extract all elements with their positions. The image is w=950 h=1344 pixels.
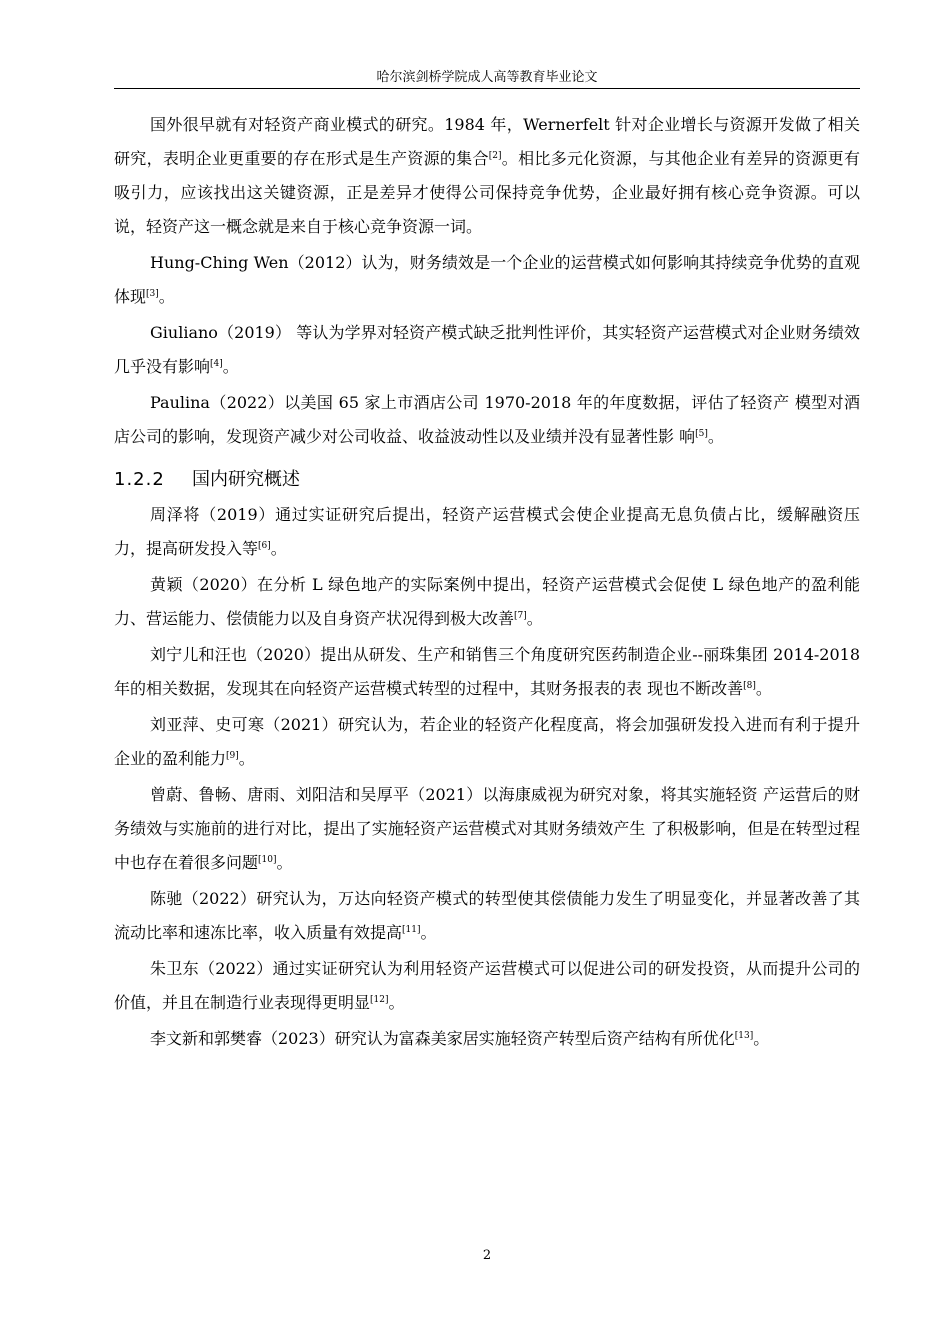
paragraph-tail: 。 — [526, 609, 543, 628]
paragraph-tail: 。 — [238, 749, 255, 768]
citation-ref: [6] — [258, 541, 271, 551]
paragraph-text: 刘宁儿和汪也（2020）提出从研发、生产和销售三个角度研究医药制造企业--丽珠集团 2014-2018 年的相关数据，发现其在向轻资产运营模式转型的过程中，其财务报表的表 现也不断改善 — [114, 645, 860, 698]
paragraph-domestic-2 — [114, 568, 860, 638]
page-number: 2 — [482, 1248, 492, 1263]
citation-ref: [8] — [743, 681, 756, 691]
section-title: 国内研究概述 — [192, 469, 300, 490]
paragraph-tail: 。 — [388, 993, 405, 1012]
paragraph-foreign-1 — [114, 108, 860, 246]
citation-ref: [3] — [146, 289, 159, 299]
citation-ref: [11] — [402, 925, 421, 935]
paragraph-tail: 。 — [753, 1029, 770, 1048]
paragraph-domestic-7 — [114, 952, 860, 1022]
paragraph-text: 曾蔚、鲁畅、唐雨、刘阳洁和吴厚平（2021）以海康威视为研究对象，将其实施轻资 产运营后的财务绩效与实施前的进行对比，提出了实施轻资产运营模式对其财务绩效产生 了积极影响，但是在转型过程中也存在着很多问题 — [114, 785, 860, 872]
section-heading — [114, 462, 860, 498]
citation-ref: [13] — [734, 1031, 754, 1041]
header-divider — [114, 88, 860, 89]
citation-ref: [10] — [258, 855, 277, 865]
paragraph-text: Paulina（2022）以美国 65 家上市酒店公司 1970-2018 年的年度数据，评估了轻资产 模型对酒店公司的影响，发现资产减少对公司收益、收益波动性以及业绩并没有显著性影 响 — [114, 393, 860, 446]
section-number: 1.2.2 — [114, 469, 165, 490]
paragraph-text: 朱卫东（2022）通过实证研究认为利用轻资产运营模式可以促进公司的研发投资，从而提升公司的价值，并且在制造行业表现得更明显 — [114, 959, 860, 1012]
paragraph-domestic-4 — [114, 708, 860, 778]
citation-ref: [5] — [695, 429, 708, 439]
paragraph-domestic-3 — [114, 638, 860, 708]
paragraph-domestic-5 — [114, 778, 860, 882]
paragraph-foreign-2 — [114, 246, 860, 316]
citation-ref: [9] — [226, 751, 239, 761]
paragraph-text: Giuliano（2019） 等认为学界对轻资产模式缺乏批判性评价，其实轻资产运营模式对企业财务绩效几乎没有影响 — [114, 323, 860, 376]
paragraph-domestic-6 — [114, 882, 860, 952]
paragraph-domestic-8 — [114, 1022, 860, 1058]
paragraph-tail: 。 — [158, 287, 175, 306]
paragraph-tail: 。 — [222, 357, 239, 376]
paragraph-tail: 。相比多元化资源，与其他企业有差异的资源更有吸引力，应该找出这关键资源，正是差异才使得公司保持竞争优势，企业最好拥有核心竞争资源。可以说，轻资产这一概念就是来自于核心竞争资源一词。 — [114, 149, 860, 236]
paragraph-tail: 。 — [276, 853, 293, 872]
citation-ref: [7] — [514, 611, 527, 621]
paragraph-text: 刘亚萍、史可寒（2021）研究认为，若企业的轻资产化程度高，将会加强研发投入进而有利于提升企业的盈利能力 — [114, 715, 860, 768]
paragraph-tail: 。 — [707, 427, 724, 446]
citation-ref: [4] — [210, 359, 223, 369]
citation-ref: [2] — [488, 151, 502, 161]
paragraph-text: 陈驰（2022）研究认为，万达向轻资产模式的转型使其偿债能力发生了明显变化，并显著改善了其流动比率和速冻比率，收入质量有效提高 — [114, 889, 860, 942]
citation-ref: [12] — [370, 995, 389, 1005]
paragraph-text: 国外很早就有对轻资产商业模式的研究。1984 年，Wernerfelt 针对企业增长与资源开发做了相关研究，表明企业更重要的存在形式是生产资源的集合 — [114, 115, 860, 168]
page-body — [114, 108, 860, 1058]
paragraph-foreign-4 — [114, 386, 860, 456]
paragraph-tail: 。 — [270, 539, 287, 558]
paragraph-tail: 。 — [755, 679, 772, 698]
paragraph-text: 李文新和郭樊睿（2023）研究认为富森美家居实施轻资产转型后资产结构有所优化 — [150, 1029, 735, 1048]
paragraph-foreign-3 — [114, 316, 860, 386]
paragraph-text: 黄颖（2020）在分析 L 绿色地产的实际案例中提出，轻资产运营模式会促使 L 绿色地产的盈利能力、营运能力、偿债能力以及自身资产状况得到极大改善 — [114, 575, 860, 628]
paragraph-text: Hung-Ching Wen（2012）认为，财务绩效是一个企业的运营模式如何影响其持续竞争优势的直观体现 — [114, 253, 860, 306]
paragraph-tail: 。 — [420, 923, 437, 942]
page-header: 哈尔滨剑桥学院成人高等教育毕业论文 — [376, 70, 598, 85]
paragraph-domestic-1 — [114, 498, 860, 568]
paragraph-text: 周泽将（2019）通过实证研究后提出，轻资产运营模式会使企业提高无息负债占比，缓解融资压力，提高研发投入等 — [114, 505, 860, 558]
